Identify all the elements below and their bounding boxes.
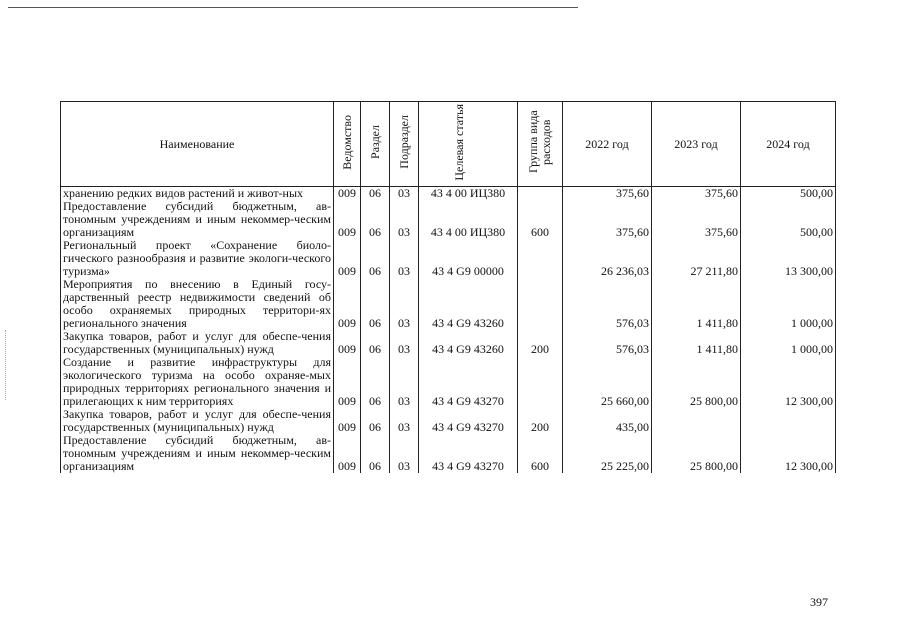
row-section: 06 [361,434,390,473]
row-2023: 375,60 [652,187,741,201]
row-expense: 200 [518,330,563,356]
row-2022: 576,03 [563,330,652,356]
row-target: 43 4 00 ИЦ380 [419,187,518,201]
header-dept: Ведомство [334,102,361,187]
row-2022: 576,03 [563,278,652,330]
row-2023: 1 411,80 [652,330,741,356]
row-subsection: 03 [390,239,419,278]
row-subsection: 03 [390,187,419,201]
row-dept: 009 [334,239,361,278]
row-subsection: 03 [390,434,419,473]
table-header-row [61,102,836,187]
row-2024: 500,00 [741,187,836,201]
row-2024: 500,00 [741,200,836,239]
row-2023: 25 800,00 [652,356,741,408]
row-name: хранению редких видов растений и живот-ных [61,187,334,201]
row-2023: 375,60 [652,200,741,239]
row-section: 06 [361,330,390,356]
table-row [61,187,836,201]
row-expense: 600 [518,434,563,473]
row-expense [518,239,563,278]
header-2022: 2022 год [563,102,652,187]
row-2022: 25 225,00 [563,434,652,473]
row-dept: 009 [334,408,361,434]
row-2023: 1 411,80 [652,278,741,330]
row-dept: 009 [334,434,361,473]
row-2022: 26 236,03 [563,239,652,278]
row-2022: 435,00 [563,408,652,434]
row-2024: 1 000,00 [741,330,836,356]
row-target: 43 4 G9 43270 [419,408,518,434]
row-target: 43 4 G9 43270 [419,434,518,473]
row-2022: 375,60 [563,200,652,239]
table-row [61,434,836,473]
row-subsection: 03 [390,408,419,434]
header-expense: Группа вида расходов [518,102,563,187]
row-subsection: 03 [390,200,419,239]
row-name: Закупка товаров, работ и услуг для обеспе-чения государственных (муниципальных) нужд [61,408,334,434]
table-row [61,356,836,408]
table-row [61,200,836,239]
row-target: 43 4 G9 43260 [419,278,518,330]
row-target: 43 4 00 ИЦ380 [419,200,518,239]
header-target: Целевая статья [419,102,518,187]
row-section: 06 [361,408,390,434]
table-row [61,330,836,356]
row-section: 06 [361,278,390,330]
row-subsection: 03 [390,278,419,330]
row-dept: 009 [334,356,361,408]
row-expense [518,187,563,201]
row-dept: 009 [334,330,361,356]
row-section: 06 [361,356,390,408]
row-dept: 009 [334,200,361,239]
budget-table [60,101,836,473]
row-name: Закупка товаров, работ и услуг для обеспе-чения государственных (муниципальных) нужд [61,330,334,356]
row-section: 06 [361,200,390,239]
table-row [61,239,836,278]
header-subsection: Подраздел [390,102,419,187]
row-name: Создание и развитие инфраструктуры для экологического туризма на особо охраняе-мых природных территориях регионального значения и прилегающих к ним территориях [61,356,334,408]
row-name: Мероприятия по внесению в Единый госу-дарственный реестр недвижимости сведений об особо охраняемых природных территори-ях регионального значения [61,278,334,330]
header-2023: 2023 год [652,102,741,187]
header-name: Наименование [61,102,334,187]
row-target: 43 4 G9 43270 [419,356,518,408]
row-2023 [652,408,741,434]
row-section: 06 [361,187,390,201]
row-dept: 009 [334,278,361,330]
row-expense [518,356,563,408]
row-2023: 27 211,80 [652,239,741,278]
row-expense [518,278,563,330]
top-rule [8,7,578,8]
row-name: Региональный проект «Сохранение биоло-гического разнообразия и развитие экологи-ческого туризма» [61,239,334,278]
row-2023: 25 800,00 [652,434,741,473]
row-dept: 009 [334,187,361,201]
table-row [61,278,836,330]
row-2024: 12 300,00 [741,356,836,408]
row-target: 43 4 G9 43260 [419,330,518,356]
row-expense: 200 [518,408,563,434]
row-subsection: 03 [390,330,419,356]
row-subsection: 03 [390,356,419,408]
header-section: Раздел [361,102,390,187]
row-2022: 375,60 [563,187,652,201]
row-section: 06 [361,239,390,278]
row-2024: 13 300,00 [741,239,836,278]
row-2022: 25 660,00 [563,356,652,408]
row-name: Предоставление субсидий бюджетным, ав-тономным учреждениям и иным некоммер-ческим организациям [61,434,334,473]
row-expense: 600 [518,200,563,239]
row-2024: 12 300,00 [741,434,836,473]
header-2024: 2024 год [741,102,836,187]
row-target: 43 4 G9 00000 [419,239,518,278]
table-row [61,408,836,434]
row-2024: 1 000,00 [741,278,836,330]
scan-margin-marks [5,330,8,400]
table-body [61,187,836,474]
row-2024 [741,408,836,434]
page-number: 397 [810,595,828,609]
row-name: Предоставление субсидий бюджетным, ав-тономным учреждениям и иным некоммер-ческим организациям [61,200,334,239]
